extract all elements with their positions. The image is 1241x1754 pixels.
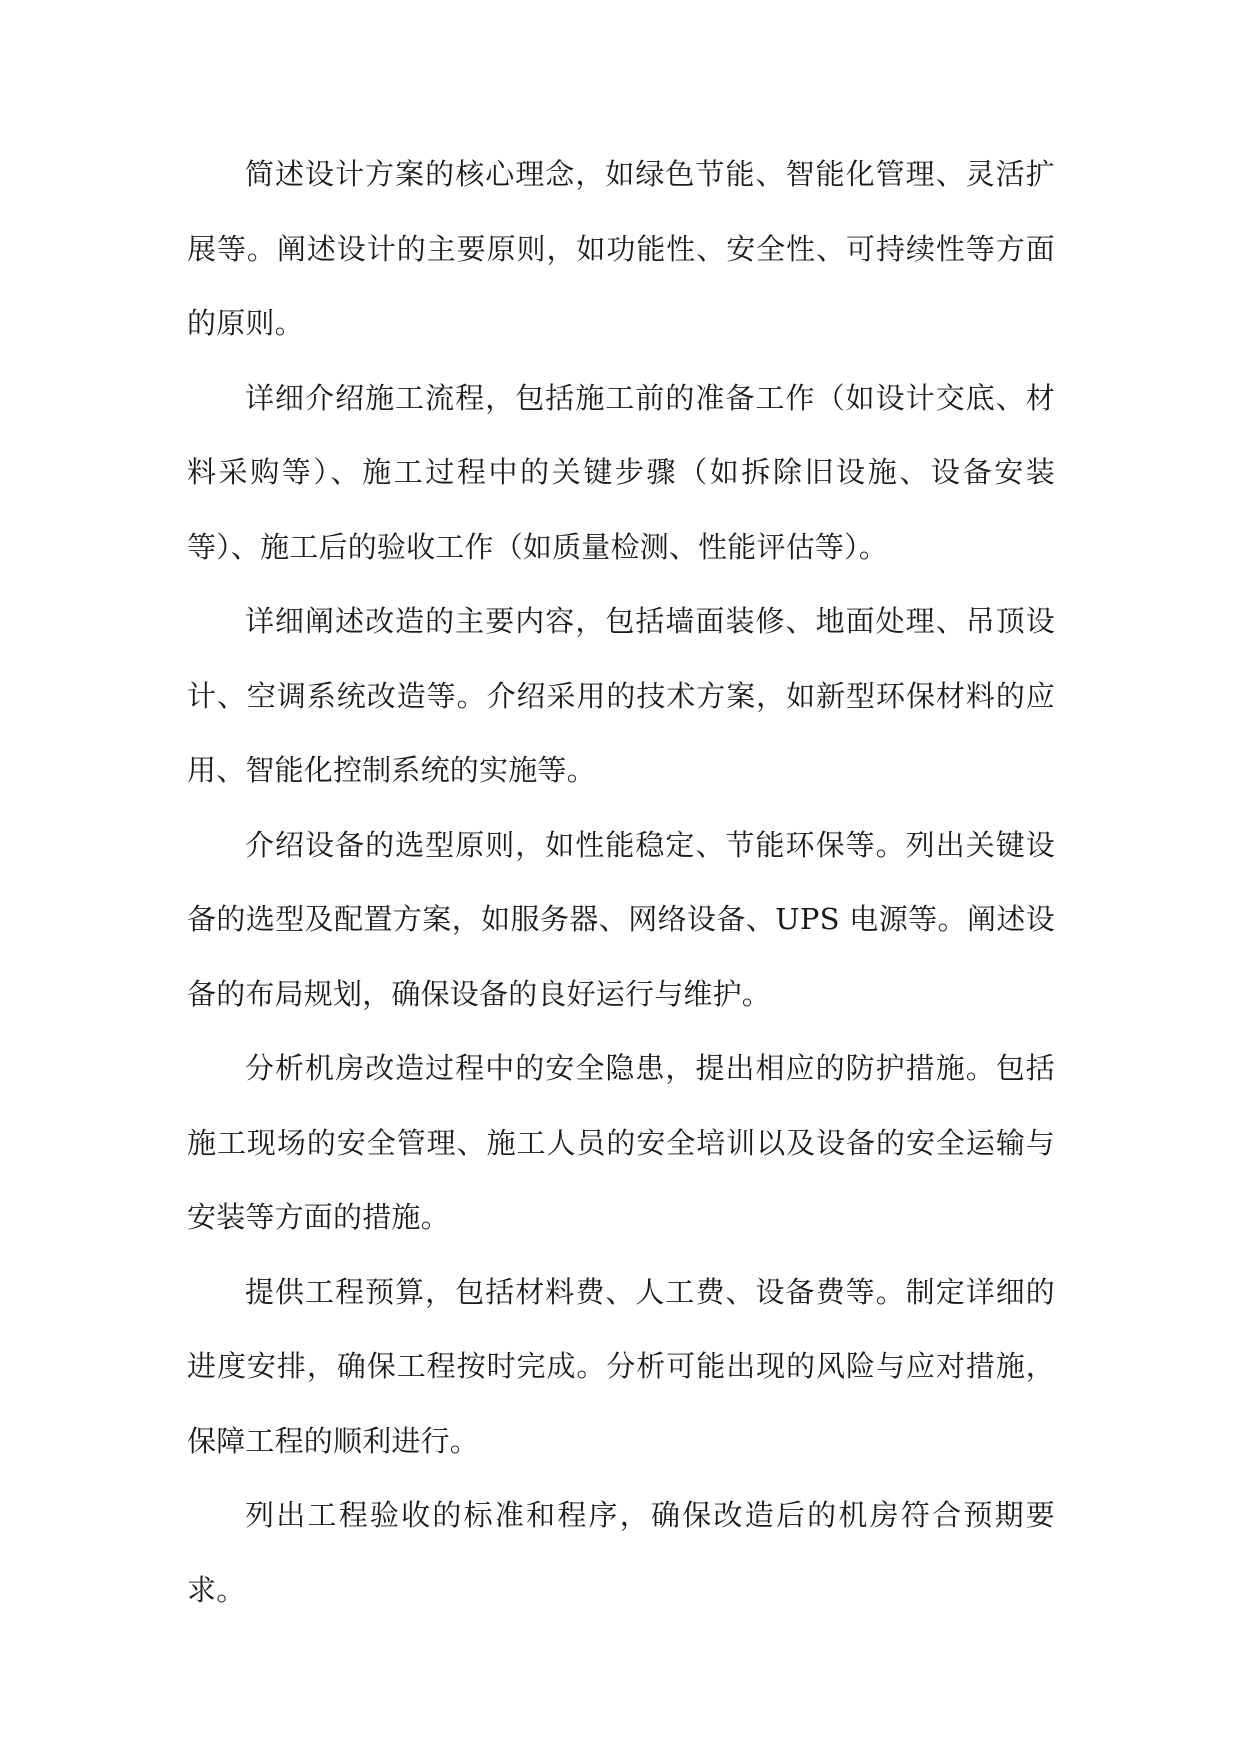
paragraph-design-concept: 简述设计方案的核心理念，如绿色节能、智能化管理、灵活扩展等。阐述设计的主要原则，如功能性、安全性、可持续性等方面的原则。 bbox=[187, 157, 1055, 340]
paragraph-acceptance: 列出工程验收的标准和程序，确保改造后的机房符合预期要求。 bbox=[187, 1498, 1055, 1607]
paragraph-construction-process: 详细介绍施工流程，包括施工前的准备工作（如设计交底、材料采购等）、施工过程中的关键步骤（如拆除旧设施、设备安装等）、施工后的验收工作（如质量检测、性能评估等）。 bbox=[187, 380, 1055, 564]
document-body bbox=[187, 137, 1055, 1627]
paragraph-renovation-content: 详细阐述改造的主要内容，包括墙面装修、地面处理、吊顶设计、空调系统改造等。介绍采用的技术方案，如新型环保材料的应用、智能化控制系统的实施等。 bbox=[187, 604, 1055, 787]
paragraph-safety-measures: 分析机房改造过程中的安全隐患，提出相应的防护措施。包括施工现场的安全管理、施工人员的安全培训以及设备的安全运输与安装等方面的措施。 bbox=[187, 1051, 1055, 1234]
paragraph-equipment-selection: 介绍设备的选型原则，如性能稳定、节能环保等。列出关键设备的选型及配置方案，如服务器、网络设备、UPS 电源等。阐述设备的布局规划，确保设备的良好运行与维护。 bbox=[187, 827, 1055, 1011]
paragraph-budget-schedule: 提供工程预算，包括材料费、人工费、设备费等。制定详细的进度安排，确保工程按时完成。分析可能出现的风险与应对措施，保障工程的顺利进行。 bbox=[187, 1274, 1055, 1458]
